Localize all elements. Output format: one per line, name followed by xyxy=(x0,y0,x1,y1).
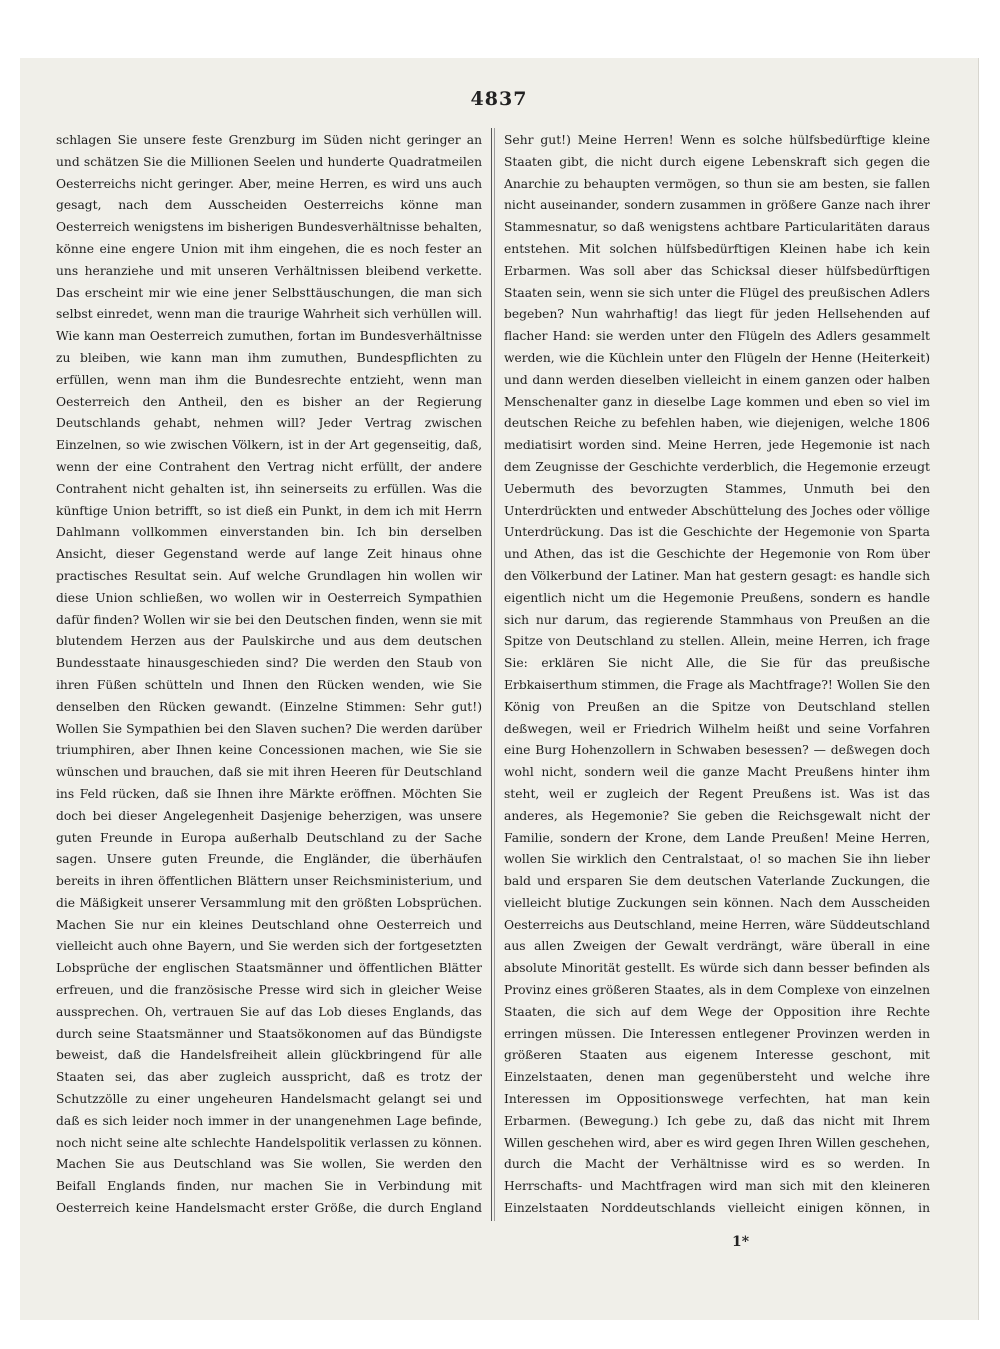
column-divider xyxy=(491,128,492,1221)
column-divider-secondary xyxy=(494,128,495,1221)
document-page xyxy=(20,58,979,1320)
sheet-signature: 1* xyxy=(732,1234,750,1250)
column-text: Sehr gut!) Meine Herren! Wenn es solche hülfsbedürftige kleine Staaten gibt, die nicht durch eigene Lebenskraft sich gegen die Anarchie zu behaupten vermögen, so thun sie am besten, sie fallen nicht auseinander, sondern zusammen in größere Ganze nach ihrer Stammesnatur, so daß wenigstens achtbare Particularitäten daraus entstehen. Mit solchen hülfsbedürftigen Kleinen habe ich kein Erbarmen. Was soll aber das Schicksal dieser hülfsbedürftigen Staaten sein, wenn sie sich unter die Flügel des preußischen Adlers begeben? Nun wahrhaftig! das liegt für jeden Hellsehenden auf flacher Hand: sie werden unter den Flügeln des Adlers gesammelt werden, wie die Küchlein unter den Flügeln der Henne (Heiterkeit) und dann werden dieselben vielleicht in einem ganzen oder halben Menschenalter ganz in dieselbe Lage kommen und eben so viel im deutschen Reiche zu befehlen haben, wie diejenigen, welche 1806 mediatisirt worden sind. Meine Herren, jede Hegemonie ist nach dem Zeugnisse der Geschichte verderblich, die Hegemonie erzeugt Uebermuth des bevorzugten Stammes, Unmuth bei den Unterdrückten und entweder Abschüttelung des Joches oder völlige Unterdrückung. Das ist die Geschichte der Hegemonie von Sparta und Athen, das ist die Geschichte der Hegemonie von Rom über den Völkerbund der Latiner. Man hat gestern gesagt: es handle sich eigentlich nicht um die Hegemonie Preußens, sondern es handle sich nur darum, das regierende Stammhaus von Preußen an die Spitze von Deutschland zu stellen. Allein, meine Herren, ich frage Sie: erklären Sie nicht Alle, die Sie für das preußische Erbkaiserthum stimmen, die Frage als Machtfrage?! Wollen Sie den König von Preußen an die Spitze von Deutschland stellen deßwegen, weil er Friedrich Wilhelm heißt und seine Vorfahren eine Burg Hohenzollern in Schwaben besessen? — deßwegen doch wohl nicht, sondern weil die ganze Macht Preußens hinter ihm steht, weil er zugleich der Regent Preußens ist. Was ist das anderes, als Hegemonie? Sie geben die Reichsgewalt nicht der Familie, sondern der Krone, dem Lande Preußen! Meine Herren, wollen Sie wirklich den Centralstaat, o! so machen Sie ihn lieber bald und ersparen Sie dem deutschen Vaterlande Zuckungen, die vielleicht blutige Zuckungen sein können. Nach dem Ausscheiden Oesterreichs aus Deutschland, meine Herren, wäre Süddeutschland aus allen Zweigen der Gewalt verdrängt, wäre überall in eine absolute Minorität gestellt. Es würde sich dann besser befinden als Provinz eines größeren Staates, als in dem Complexe von einzelnen Staaten, die sich auf dem Wege der Opposition ihre Rechte erringen müssen. Die Interessen entlegener Provinzen werden in größeren Staaten aus eigenem Interesse geschont, mit Einzelstaaten, denen man gegenübersteht und welche ihre Interessen im Oppositionswege verfechten, hat man kein Erbarmen. (Bewegung.) Ich gebe zu, daß das nicht mit Ihrem Willen geschehen wird, aber es wird gegen Ihren Willen geschehen, durch die Macht der Verhältnisse wird es so werden. In Herrschafts- und Machtfragen wird man sich mit den kleineren Einzelstaaten Norddeutschlands vielleicht einigen können, in xyxy=(504,133,930,1215)
page-number: 4837 xyxy=(470,88,528,110)
text-column-left xyxy=(56,130,482,1215)
column-text: schlagen Sie unsere feste Grenzburg im Süden nicht geringer an und schätzen Sie die Millionen Seelen und hunderte Quadratmeilen Oesterreichs nicht geringer. Aber, meine Herren, es wird uns auch gesagt, nach dem Ausscheiden Oesterreichs könne man Oesterreich wenigstens im bisherigen Bundesverhältnisse behalten, könne eine engere Union mit ihm eingehen, die es noch fester an uns heranziehe und mit unseren Verhältnissen bleibend verkette. Das erscheint mir wie eine jener Selbsttäuschungen, die man sich selbst einredet, wenn man die traurige Wahrheit sich verhüllen will. Wie kann man Oesterreich zumuthen, fortan im Bundesverhältnisse zu bleiben, wie kann man ihm zumuthen, Bundespflichten zu erfüllen, wenn man ihm die Bundesrechte entzieht, wenn man Oesterreich den Antheil, den es bisher an der Regierung Deutschlands gehabt, nehmen will? Jeder Vertrag zwischen Einzelnen, so wie zwischen Völkern, ist in der Art gegenseitig, daß, wenn der eine Contrahent den Vertrag nicht erfüllt, der andere Contrahent nicht gehalten ist, ihn seinerseits zu erfüllen. Was die künftige Union betrifft, so ist dieß ein Punkt, in dem ich mit Herrn Dahlmann vollkommen einverstanden bin. Ich bin derselben Ansicht, dieser Gegenstand werde auf lange Zeit hinaus ohne practisches Resultat sein. Auf welche Grundlagen hin wollen wir diese Union schließen, wo wollen wir in Oesterreich Sympathien dafür finden? Wollen wir sie bei den Deutschen finden, wenn sie mit blutendem Herzen aus der Paulskirche und aus dem deutschen Bundesstaate hinausgeschieden sind? Die werden den Staub von ihren Füßen schütteln und Ihnen den Rücken wenden, wie Sie denselben den Rücken gewandt. (Einzelne Stimmen: Sehr gut!) Wollen Sie Sympathien bei den Slaven suchen? Die werden darüber triumphiren, aber Ihnen keine Concessionen machen, wie Sie sie wünschen und brauchen, daß sie mit ihren Heeren für Deutschland ins Feld rücken, daß sie Ihnen ihre Märkte eröffnen. Möchten Sie doch bei dieser Angelegenheit Dasjenige beherzigen, was unsere guten Freunde in Europa außerhalb Deutschland zu der Sache sagen. Unsere guten Freunde, die Engländer, die überhäufen bereits in ihren öffentlichen Blättern unser Reichsministerium, und die Mäßigkeit unserer Versammlung mit den größten Lobsprüchen. Machen Sie nur ein kleines Deutschland ohne Oesterreich und vielleicht auch ohne Bayern, und Sie werden sich der fortgesetzten Lobsprüche der englischen Staatsmänner und öffentlichen Blätter erfreuen, und die französische Presse wird sich in gleicher Weise aussprechen. Oh, vertrauen Sie auf das Lob dieses Englands, das durch seine Staatsmänner und Staatsökonomen auf das Bündigste beweist, daß die Handelsfreiheit allein glückbringend für alle Staaten sei, das aber zugleich ausspricht, daß es trotz der Schutzzölle zu einer ungeheuren Handelsmacht gelangt sei und daß es sich leider noch immer in der unangenehmen Lage befinde, noch nicht seine alte schlechte Handelspolitik verlassen zu können. Machen Sie aus Deutschland was Sie wollen, Sie werden den Beifall Englands finden, nur machen Sie in Verbindung mit Oesterreich keine Handelsmacht erster Größe, die durch England xyxy=(56,133,482,1215)
text-column-right xyxy=(504,130,930,1215)
